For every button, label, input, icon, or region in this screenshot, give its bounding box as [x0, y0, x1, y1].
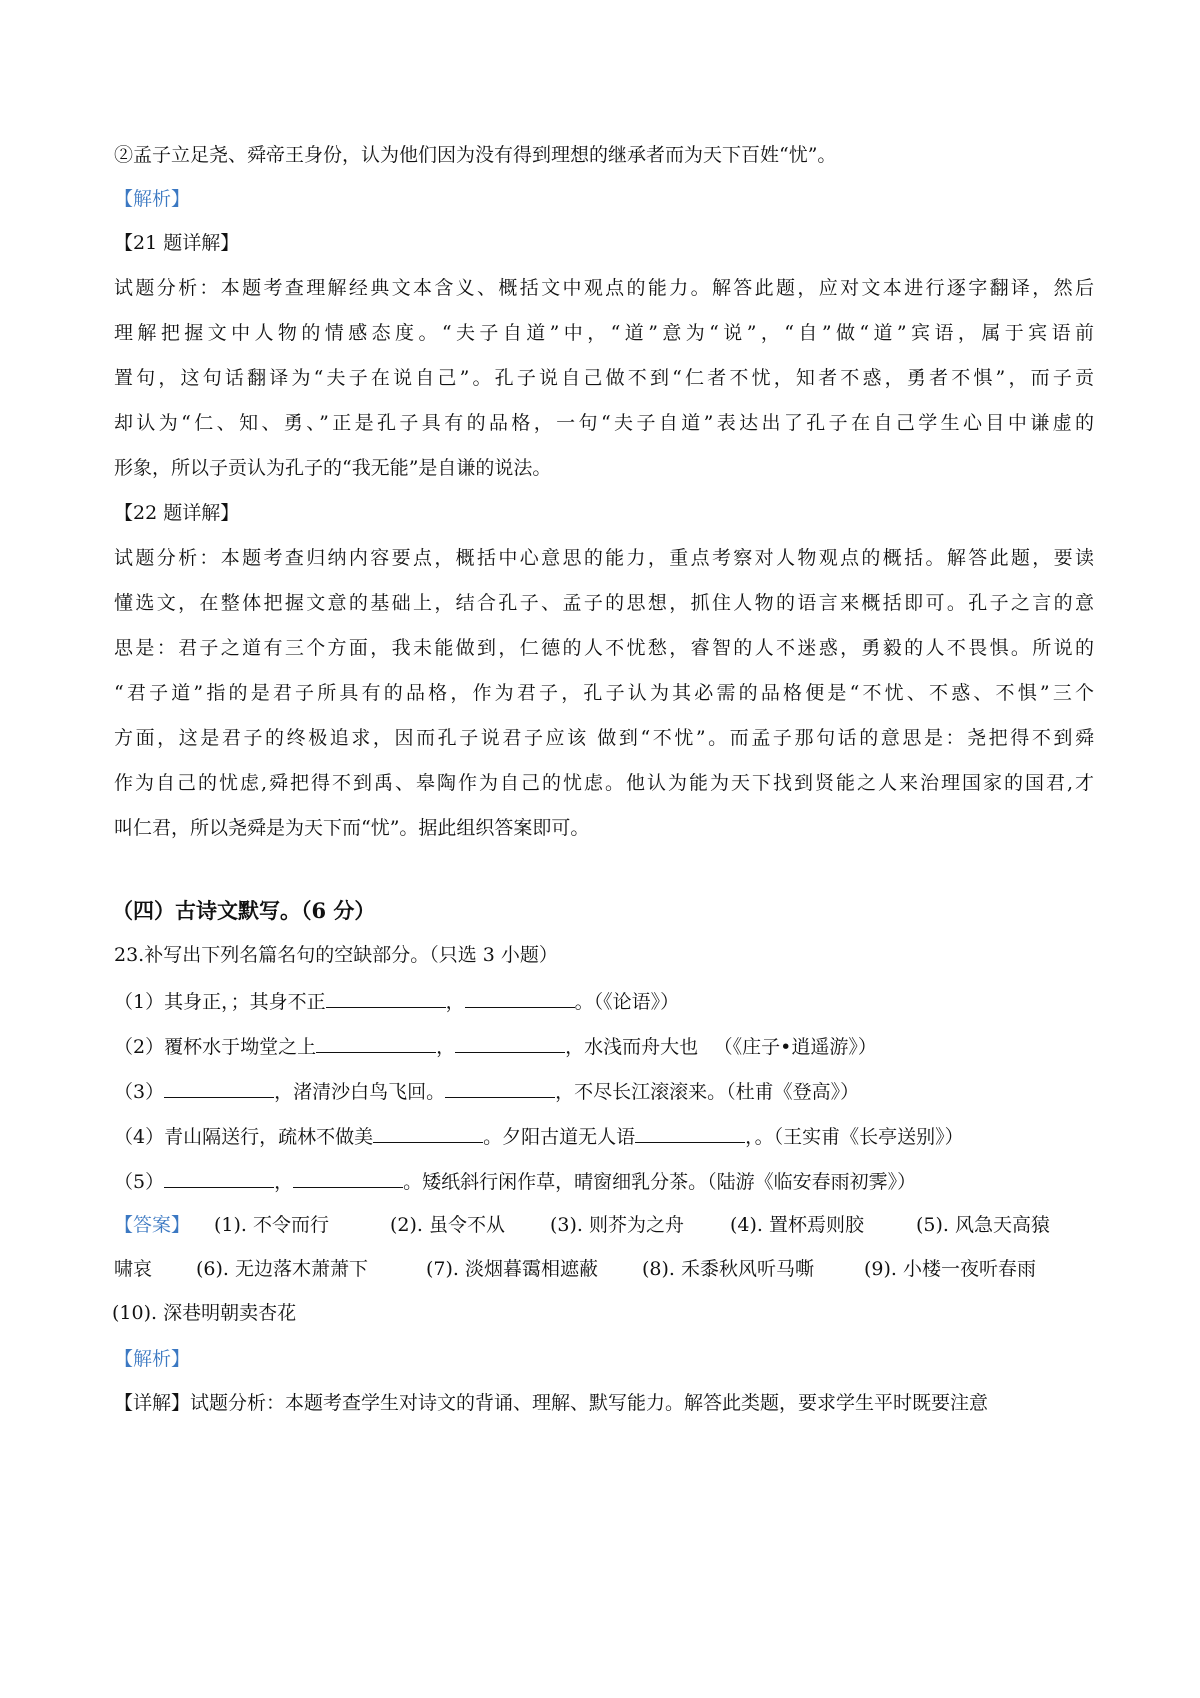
q22-text-line: 叫仁君，所以尧舜是为天下而“忧”。据此组织答案即可。	[114, 817, 590, 839]
answer-line-3	[112, 1300, 1092, 1326]
answer-item: (3). 则芥为之舟	[550, 1214, 684, 1236]
fill-item-text: 。矮纸斜行闲作草，晴窗细乳分茶。（陆游《临安春雨初霁》）	[403, 1171, 917, 1193]
answer-item: (4). 置杯焉则胶	[730, 1214, 864, 1236]
detail-line	[114, 1390, 1094, 1416]
q21-heading: 【21 题详解】	[114, 232, 240, 254]
answer-item: (1). 不令而行	[214, 1214, 329, 1236]
analysis-label: 【解析】	[114, 188, 191, 210]
blank-field[interactable]	[326, 987, 446, 1008]
blank-field[interactable]	[465, 987, 575, 1008]
answer-item: (10). 深巷明朝卖杏花	[112, 1302, 297, 1324]
answer-label: 【答案】	[114, 1214, 191, 1236]
fill-item-text: ，	[436, 1036, 456, 1058]
fill-item-text: 。夕阳古道无人语	[483, 1126, 636, 1148]
q21-text-line: 置句，这句话翻译为“夫子在说自己”。孔子说自己做不到“仁者不忧，知者不惑，勇者不惧”，而子贡	[114, 367, 1094, 389]
fill-item-text: （4）青山隔送行，疏林不做美	[114, 1126, 374, 1148]
answer-item: (2). 虽令不从	[390, 1214, 505, 1236]
fill-item-4	[114, 1122, 1094, 1148]
answer-item: (8). 禾黍秋风听马嘶	[642, 1258, 814, 1280]
q22-text-line: 思是：君子之道有三个方面，我未能做到，仁德的人不忧愁，睿智的人不迷惑，勇毅的人不畏惧。所说的	[114, 637, 1094, 659]
answer-item: (9). 小楼一夜听春雨	[864, 1258, 1036, 1280]
q21-text-line: 试题分析：本题考查理解经典文本含义、概括文中观点的能力。解答此题，应对文本进行逐字翻译，然后	[114, 277, 1094, 299]
fill-item-text: （3）	[114, 1081, 165, 1103]
analysis-label-2: 【解析】	[114, 1348, 191, 1370]
blank-field[interactable]	[455, 1032, 565, 1053]
answer-item: (7). 淡烟暮霭相遮蔽	[426, 1258, 598, 1280]
answer-item: (5). 风急天高猿	[916, 1214, 1050, 1236]
fill-item-5	[114, 1167, 1094, 1193]
detail-tag: 【详解】	[114, 1392, 191, 1414]
q22-text-line: 方面，这是君子的终极追求，因而孔子说君子应该 做到“不忧”。而孟子那句话的意思是：尧把得不到舜	[114, 727, 1094, 749]
blank-field[interactable]	[164, 1077, 274, 1098]
q22-text-line: 懂选文，在整体把握文意的基础上，结合孔子、孟子的思想，抓住人物的语言来概括即可。孔子之言的意	[114, 592, 1094, 614]
fill-item-1	[114, 987, 1094, 1013]
fill-item-text: ，	[445, 991, 465, 1013]
fill-item-text: ，。（王实甫《长亭送别》）	[745, 1126, 964, 1148]
detail-text: 试题分析：本题考查学生对诗文的背诵、理解、默写能力。解答此类题，要求学生平时既要注意	[190, 1392, 989, 1414]
fill-item-text: （1）其身正，；其身不正	[114, 991, 326, 1013]
blank-field[interactable]	[445, 1077, 555, 1098]
q22-text-line: “君子道”指的是君子所具有的品格，作为君子，孔子认为其必需的品格便是“不忧、不惑、不惧”三个	[114, 682, 1094, 704]
blank-field[interactable]	[316, 1032, 436, 1053]
fill-item-2	[114, 1032, 1094, 1058]
answer-item: 啸哀	[114, 1258, 153, 1280]
fill-item-3	[114, 1077, 1094, 1103]
blank-field[interactable]	[164, 1167, 274, 1188]
fill-item-text: ，	[274, 1171, 294, 1193]
fill-item-text: ，不尽长江滚滚来。（杜甫《登高》）	[555, 1081, 860, 1103]
blank-field[interactable]	[635, 1122, 745, 1143]
section-heading: （四）古诗文默写。（6 分）	[112, 898, 376, 923]
q21-text-line: 却认为“仁、知、勇、”正是孔子具有的品格，一句“夫子自道”表达出了孔子在自己学生心目中谦虚的	[114, 412, 1094, 434]
q21-text-line: 理解把握文中人物的情感态度。“夫子自道”中，“道”意为“说”，“自”做“道”宾语，属于宾语前	[114, 322, 1094, 344]
answer-item: (6). 无边落木萧萧下	[196, 1258, 368, 1280]
answer-line-2	[114, 1256, 1094, 1282]
q22-heading: 【22 题详解】	[114, 502, 240, 524]
answer-point-2: ②孟子立足尧、舜帝王身份，认为他们因为没有得到理想的继承者而为天下百姓“忧”。	[114, 144, 837, 166]
fill-item-text: 。（《论语》）	[574, 991, 680, 1013]
fill-item-text: ，渚清沙白鸟飞回。	[274, 1081, 446, 1103]
q22-text-line: 试题分析：本题考查归纳内容要点，概括中心意思的能力，重点考察对人物观点的概括。解答此题，要读	[114, 547, 1094, 569]
q21-text-line: 形象，所以子贡认为孔子的“我无能”是自谦的说法。	[114, 457, 552, 479]
fill-item-text: （5）	[114, 1171, 165, 1193]
fill-item-text: ，水浅而舟大也 （《庄子•逍遥游》）	[565, 1036, 877, 1058]
fill-item-text: （2）覆杯水于坳堂之上	[114, 1036, 317, 1058]
blank-field[interactable]	[373, 1122, 483, 1143]
question-23-prompt: 23.补写出下列名篇名句的空缺部分。（只选 3 小题）	[114, 944, 558, 966]
q22-text-line: 作为自己的忧虑,舜把得不到禹、皋陶作为自己的忧虑。他认为能为天下找到贤能之人来治理国家的国君,才	[114, 772, 1094, 794]
answer-line-1	[114, 1212, 1094, 1238]
blank-field[interactable]	[293, 1167, 403, 1188]
